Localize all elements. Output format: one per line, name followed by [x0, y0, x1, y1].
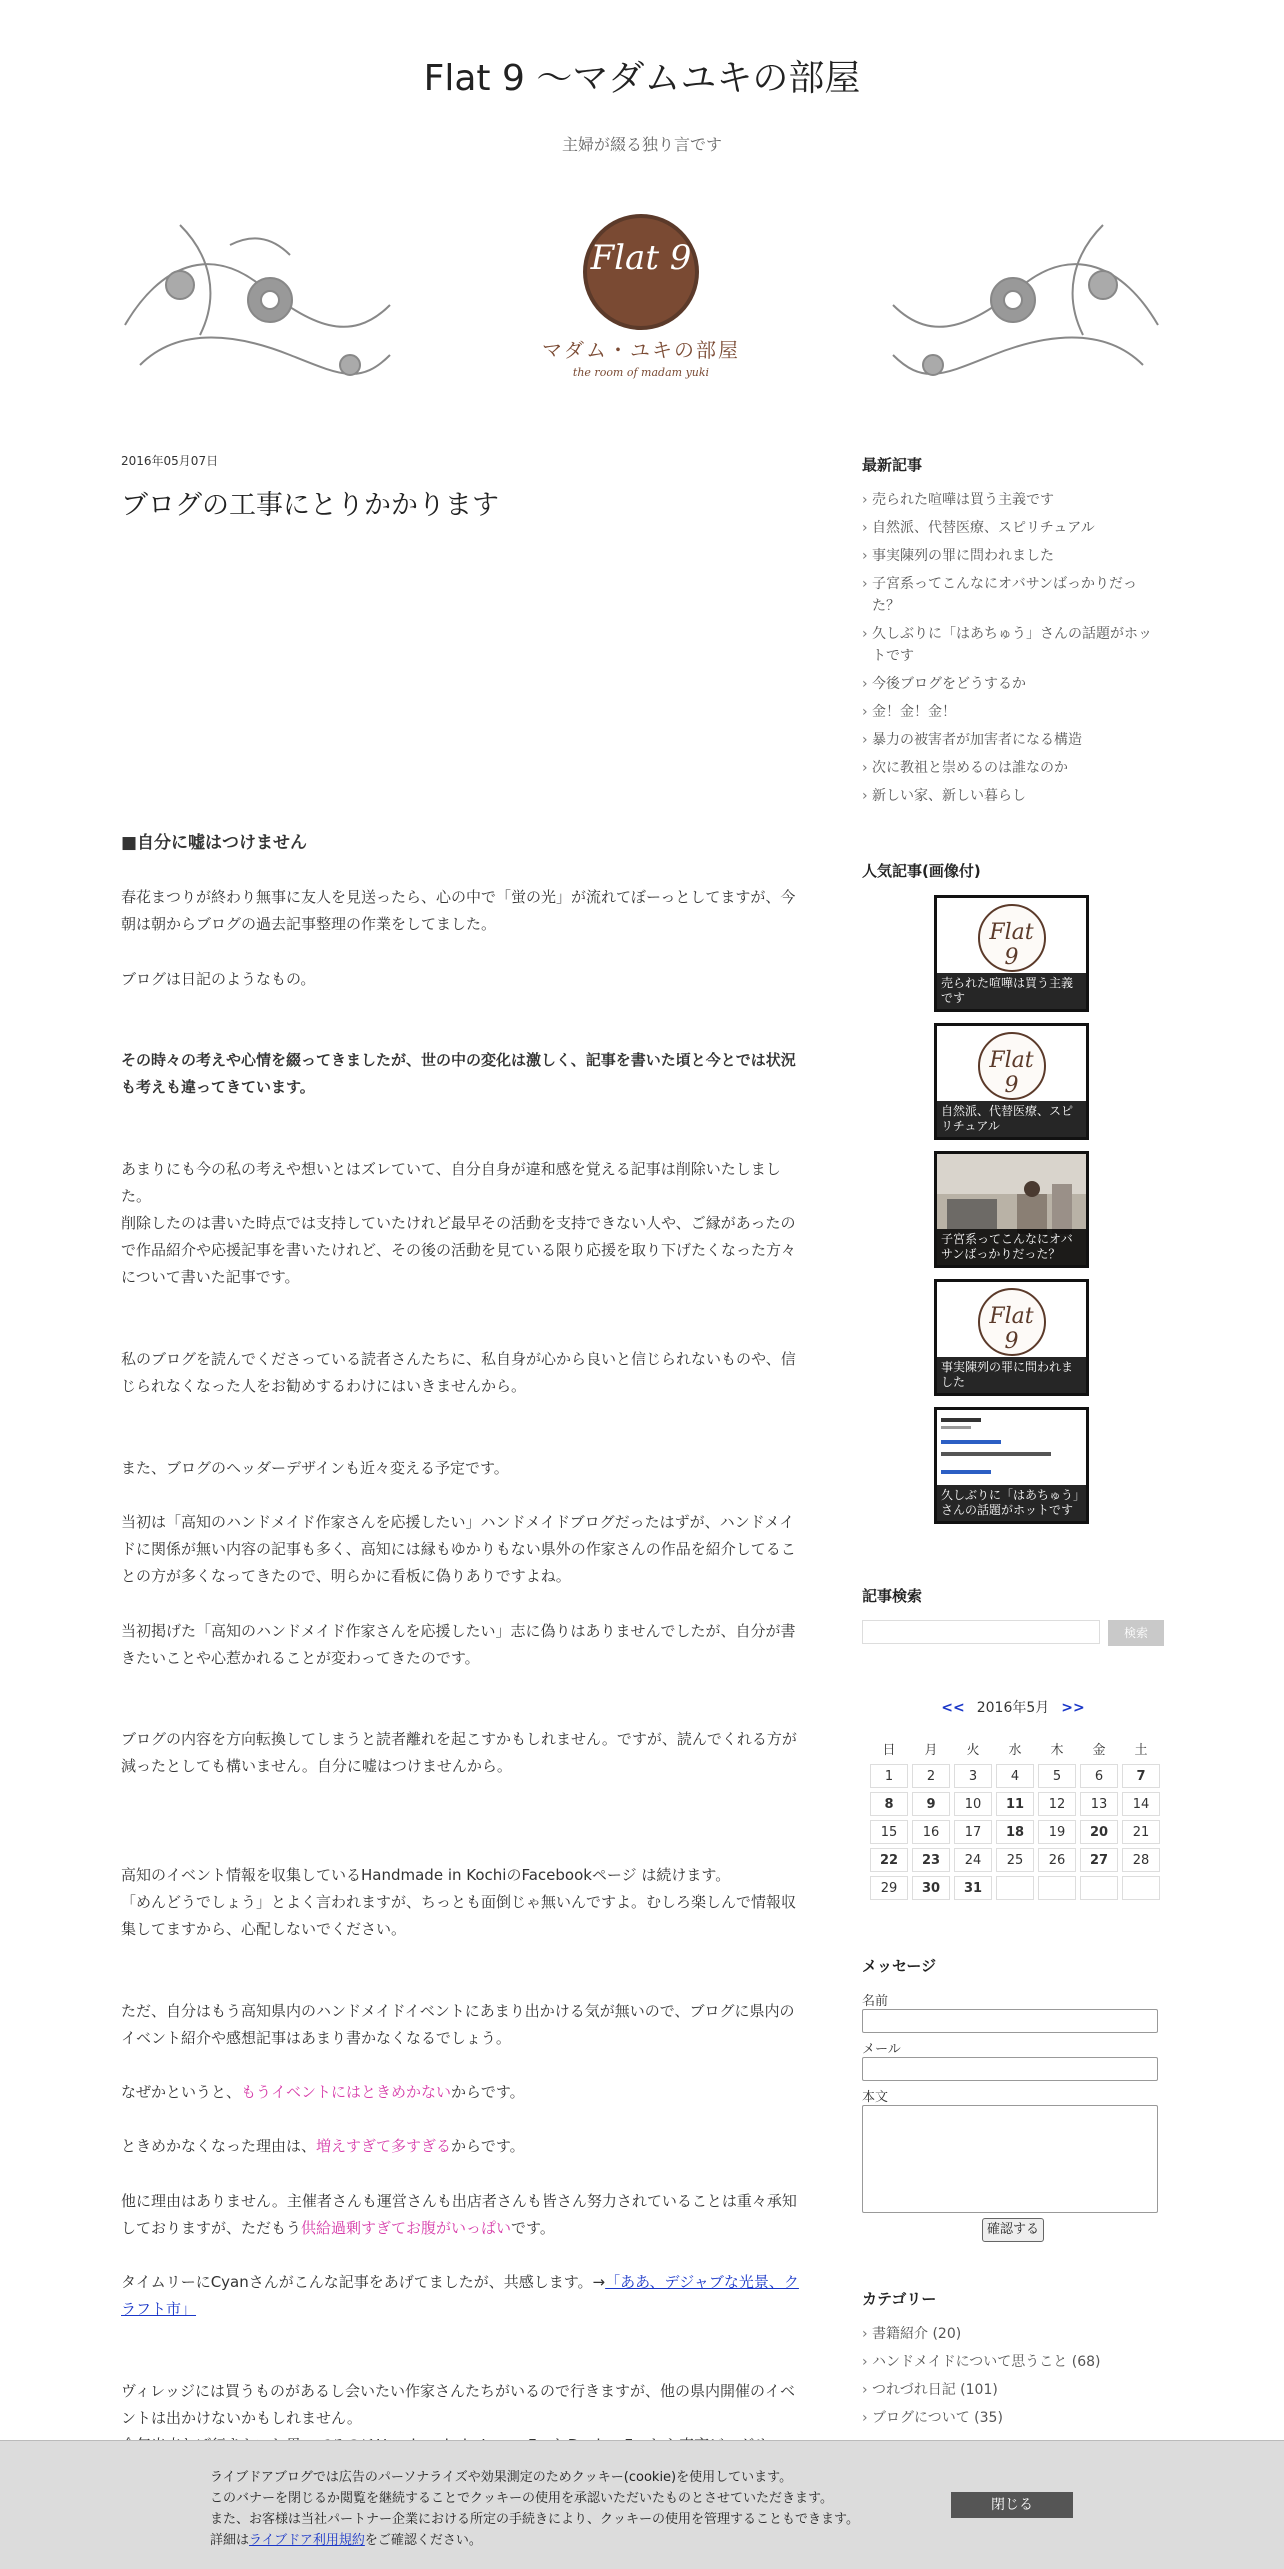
body-label: 本文	[862, 2090, 889, 2105]
calendar-week	[870, 1820, 1160, 1844]
recent-post-item[interactable]: › 金！金！金！	[862, 701, 1164, 723]
calendar-day: 25	[996, 1848, 1034, 1872]
calendar-day[interactable]: 8	[870, 1792, 908, 1816]
cyan-article-link[interactable]: 「ああ、デジャブな光景、クラフト市」	[121, 2273, 799, 2318]
paragraph-reason	[121, 2079, 801, 2106]
text: 他に理由はありません。主催者さんも運営さんも出店者さんも皆さん努力されていることは重々承知しておりますが、ただもう	[121, 2192, 797, 2237]
header-logo-caption: マダム・ユキの部屋	[542, 338, 740, 362]
recent-post-item[interactable]: › 久しぶりに「はあちゅう」さんの話題がホットです	[862, 623, 1164, 667]
weekday: 木	[1050, 1742, 1064, 1758]
paragraph: 「めんどうでしょう」とよく言われますが、ちっとも面倒じゃ無いんですよ。むしろ楽しんで情報収集してますから、心配しないでください。	[121, 1893, 797, 1938]
calendar-day: 24	[954, 1848, 992, 1872]
calendar-day[interactable]: 7	[1122, 1764, 1160, 1788]
recent-post-item[interactable]: › 売られた喧嘩は買う主義です	[862, 489, 1164, 511]
recent-post-item[interactable]: › 子宮系ってこんなにオバサンばっかりだった？	[862, 573, 1164, 617]
header-logo-text: Flat 9	[590, 238, 692, 278]
cookie-line: このバナーを閉じるか閲覧を継続することでクッキーの使用を承認いただいたものとさせていただきます。	[210, 2491, 833, 2506]
popular-post-caption: 売られた喧嘩は買う主義です	[937, 973, 1086, 1009]
paragraph: 削除したのは書いた時点では支持していたけれど最早その活動を支持できない人や、ご縁があったので作品紹介や応援記事を書いたけれど、その後の活動を見ている限り応援を取り下げたくなった方々について書いた記事です。	[121, 1214, 797, 1286]
calendar-day: 16	[912, 1820, 950, 1844]
calendar-day[interactable]: 31	[954, 1876, 992, 1900]
calendar-empty-cell	[1122, 1876, 1160, 1900]
calendar-week	[870, 1876, 1160, 1900]
popular-post-card[interactable]	[934, 1023, 1089, 1140]
calendar-next-link[interactable]: >>	[1061, 1700, 1085, 1716]
post-title[interactable]: ブログの工事にとりかかります	[121, 490, 499, 521]
message-title: メッセージ	[862, 1957, 937, 1975]
paragraph: 当初掲げた「高知のハンドメイド作家さんを応援したい」志に偽りはありませんでしたが、自分が書きたいことや心惹かれることが変わってきたのです。	[121, 1622, 796, 1667]
cookie-line	[210, 2530, 970, 2551]
text: なぜかというと、	[121, 2083, 242, 2101]
paragraph-bold: その時々の考えや心情を綴ってきましたが、世の中の変化は激しく、記事を書いた頃と今とでは状況も考えも違ってきています。	[121, 1051, 796, 1096]
calendar-table	[866, 1732, 1164, 1904]
calendar-day: 19	[1038, 1820, 1076, 1844]
flat9-logo-icon	[978, 1032, 1046, 1100]
popular-posts-title: 人気記事(画像付)	[862, 862, 981, 880]
recent-post-item[interactable]: › 暴力の被害者が加害者になる構造	[862, 729, 1164, 751]
calendar-day: 6	[1080, 1764, 1118, 1788]
popular-post-card[interactable]	[934, 1151, 1089, 1268]
calendar-day: 28	[1122, 1848, 1160, 1872]
popular-post-card[interactable]	[934, 1407, 1089, 1524]
floral-ornament-left	[125, 225, 390, 375]
calendar-nav	[862, 1697, 1164, 1717]
calendar-day: 13	[1080, 1792, 1118, 1816]
mail-field[interactable]	[862, 2057, 1158, 2081]
calendar-day[interactable]: 9	[912, 1792, 950, 1816]
calendar-week	[870, 1848, 1160, 1872]
paragraph: 高知のイベント情報を収集しているHandmade in KochiのFacebookページ は続けます。	[121, 1866, 731, 1884]
paragraph: ブログは日記のようなもの。	[121, 970, 316, 988]
recent-post-item[interactable]: › 今後ブログをどうするか	[862, 673, 1164, 695]
floral-ornament-right	[893, 225, 1158, 375]
recent-posts	[862, 454, 1164, 813]
recent-posts-title: 最新記事	[862, 456, 923, 474]
weekday: 火	[966, 1742, 980, 1758]
logo-text: Flat 9	[989, 1048, 1034, 1098]
search-button[interactable]: 検索	[1108, 1620, 1164, 1646]
weekday: 水	[1008, 1742, 1022, 1758]
popular-post-card[interactable]	[934, 1279, 1089, 1396]
categories-title: カテゴリー	[862, 2290, 937, 2308]
paragraph-timely	[121, 2269, 801, 2323]
calendar-day: 1	[870, 1764, 908, 1788]
paragraph: ただ、自分はもう高知県内のハンドメイドイベントにあまり出かける気が無いので、ブログに県内のイベント紹介や感想記事はあまり書かなくなるでしょう。	[121, 2002, 795, 2047]
calendar-day: 10	[954, 1792, 992, 1816]
recent-post-item[interactable]: › 事実陳列の罪に問われました	[862, 545, 1164, 567]
calendar-month: 2016年5月	[976, 1700, 1050, 1716]
paragraph: 春花まつりが終わり無事に友人を見送ったら、心の中で「蛍の光」が流れてぼーっとしてますが、今朝は朝からブログの過去記事整理の作業をしてました。	[121, 888, 796, 933]
post-heading: ■自分に嘘はつけません	[121, 833, 308, 853]
popular-post-caption: 子宮系ってこんなにオバサンばっかりだった？	[937, 1229, 1086, 1265]
paragraph: また、ブログのヘッダーデザインも近々変える予定です。	[121, 1459, 509, 1477]
calendar-body	[870, 1764, 1160, 1900]
calendar-empty-cell	[1080, 1876, 1118, 1900]
categories-list	[862, 2323, 1164, 2429]
site-subtitle: 主婦が綴る独り言です	[561, 135, 722, 154]
calendar-empty-cell	[996, 1876, 1034, 1900]
text: ときめかなくなった理由は、	[121, 2137, 317, 2155]
text: からです。	[451, 2137, 525, 2155]
confirm-button[interactable]: 確認する	[982, 2218, 1044, 2242]
highlight-text: 供給過剰すぎてお腹がいっぱい	[301, 2219, 512, 2237]
category-item[interactable]: › ハンドメイドについて思うこと (68)	[862, 2351, 1164, 2373]
logo-text: Flat 9	[989, 1304, 1034, 1354]
calendar-day[interactable]: 23	[912, 1848, 950, 1872]
calendar-day: 14	[1122, 1792, 1160, 1816]
highlight-text: 増えすぎて多すぎる	[316, 2137, 452, 2155]
paragraph: ヴィレッジには買うものがあるし会いたい作家さんたちがいるので行きますが、他の県内開催のイベントは出かけないかもしれません。	[121, 2382, 795, 2427]
recent-post-item[interactable]: › 自然派、代替医療、スピリチュアル	[862, 517, 1164, 539]
calendar-day: 21	[1122, 1820, 1160, 1844]
calendar-day[interactable]: 22	[870, 1848, 908, 1872]
weekday: 日	[882, 1742, 896, 1758]
weekday: 金	[1092, 1742, 1106, 1758]
calendar-day[interactable]: 30	[912, 1876, 950, 1900]
cookie-banner	[0, 2440, 1284, 2569]
logo-text: Flat 9	[989, 920, 1034, 970]
weekday: 土	[1134, 1742, 1148, 1758]
category-item[interactable]: › 書籍紹介 (20)	[862, 2323, 1164, 2345]
post-date: 2016年05月07日	[121, 454, 219, 468]
paragraph: 私のブログを読んでくださっている読者さんたちに、私自身が心から良いと信じられないものや、信じられなくなった人をお勧めするわけにはいきませんから。	[121, 1350, 796, 1395]
category-item[interactable]: › つれづれ日記 (101)	[862, 2379, 1164, 2401]
text: です。	[511, 2219, 555, 2237]
text: タイムリーにCyanさんがこんな記事をあげてましたが、共感します。→	[121, 2273, 606, 2291]
cookie-close-button[interactable]: 閉じる	[951, 2492, 1073, 2518]
recent-post-item[interactable]: › 次に教祖と崇めるのは誰なのか	[862, 757, 1164, 779]
calendar-empty-cell	[1038, 1876, 1076, 1900]
calendar-day: 29	[870, 1876, 908, 1900]
categories	[862, 2288, 1164, 2435]
recent-posts-list	[862, 489, 1164, 807]
mail-label: メール	[862, 2042, 901, 2057]
cookie-text-prefix: 詳細は	[210, 2533, 250, 2548]
calendar-day: 3	[954, 1764, 992, 1788]
calendar-week	[870, 1792, 1160, 1816]
name-field[interactable]	[862, 2009, 1158, 2033]
calendar-day[interactable]: 20	[1080, 1820, 1118, 1844]
article-header	[121, 452, 801, 522]
calendar-day: 15	[870, 1820, 908, 1844]
paragraph: あまりにも今の私の考えや想いとはズレていて、自分自身が違和感を覚える記事は削除いたしました。	[121, 1160, 781, 1205]
calendar-day[interactable]: 18	[996, 1820, 1034, 1844]
paragraph-other	[121, 2188, 801, 2242]
terms-link[interactable]: ライブドア利用規約	[249, 2533, 365, 2548]
weekday: 月	[924, 1742, 938, 1758]
search-input[interactable]	[862, 1620, 1100, 1644]
highlight-text: もうイベントにはときめかない	[241, 2083, 452, 2101]
calendar-day: 26	[1038, 1848, 1076, 1872]
calendar-week	[870, 1764, 1160, 1788]
popular-post-caption: 事実陳列の罪に問われました	[937, 1357, 1086, 1393]
name-label: 名前	[862, 1994, 889, 2009]
calendar-prev-link[interactable]: <<	[941, 1700, 965, 1716]
calendar-day[interactable]: 27	[1080, 1848, 1118, 1872]
paragraph-reason2	[121, 2133, 801, 2160]
paragraph: ブログの内容を方向転換してしまうと読者離れを起こすかもしれません。ですが、読んでくれる方が減ったとしても構いません。自分に嘘はつけませんから。	[121, 1730, 797, 1775]
popular-post-caption: 自然派、代替医療、スピリチュアル	[937, 1101, 1086, 1137]
search-title: 記事検索	[862, 1587, 923, 1605]
message-body-field[interactable]	[862, 2105, 1158, 2213]
calendar-day: 17	[954, 1820, 992, 1844]
calendar-weekdays	[870, 1736, 1160, 1760]
flat9-logo-icon	[978, 1288, 1046, 1356]
recent-post-item[interactable]: › 新しい家、新しい暮らし	[862, 785, 1164, 807]
category-item[interactable]: › ブログについて (35)	[862, 2407, 1164, 2429]
calendar-day: 2	[912, 1764, 950, 1788]
calendar-day: 4	[996, 1764, 1034, 1788]
cookie-text-suffix: をご確認ください。	[364, 2533, 482, 2548]
header-logo-sub: the room of madam yuki	[572, 366, 710, 379]
text: からです。	[451, 2083, 525, 2101]
cookie-line: また、お客様は当社パートナー企業における所定の手続きにより、クッキーの使用を管理することもできます。	[210, 2512, 859, 2527]
flat9-logo-icon	[978, 904, 1046, 972]
popular-post-card[interactable]	[934, 895, 1089, 1012]
calendar-day[interactable]: 11	[996, 1792, 1034, 1816]
cookie-text	[210, 2467, 970, 2551]
cookie-line: ライブドアブログでは広告のパーソナライズや効果測定のためクッキー(cookie)を使用しています。	[210, 2470, 793, 2485]
popular-post-caption: 久しぶりに「はあちゅう」さんの話題がホットです	[937, 1485, 1086, 1521]
site-title[interactable]: Flat 9 〜マダムユキの部屋	[423, 58, 861, 99]
paragraph: 当初は「高知のハンドメイド作家さんを応援したい」ハンドメイドブログだったはずが、ハンドメイドに関係が無い内容の記事も多く、高知には縁もゆかりもない県外の作家さんの作品を紹介してることの方が多くなってきたので、明らかに看板に偽りありですよね。	[121, 1513, 796, 1585]
calendar-day: 5	[1038, 1764, 1076, 1788]
calendar-day: 12	[1038, 1792, 1076, 1816]
